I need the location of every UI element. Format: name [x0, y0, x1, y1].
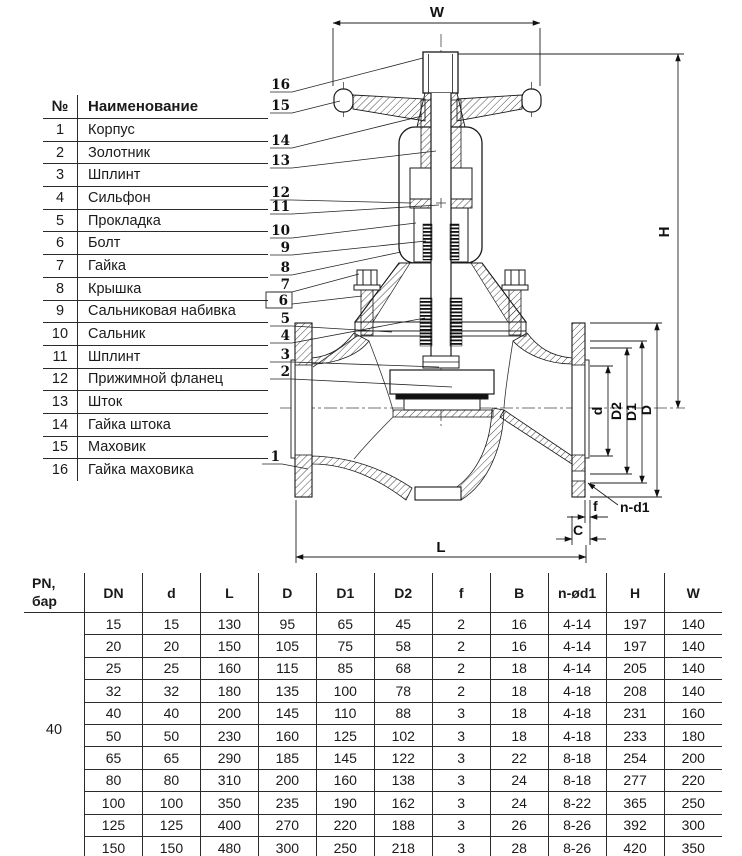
parts-row	[43, 164, 268, 187]
cell-h: 205	[606, 657, 664, 679]
cell-h: 365	[606, 792, 664, 814]
cell-d2: 162	[374, 792, 432, 814]
cell-l: 130	[200, 613, 258, 635]
stem-top	[423, 52, 458, 93]
callout-15: 15	[271, 98, 290, 114]
cell-d1: 110	[316, 702, 374, 724]
cell-nd1: 4-18	[548, 702, 606, 724]
cell-d: 125	[142, 814, 200, 836]
cell-f: 3	[432, 769, 490, 791]
cell-f: 3	[432, 836, 490, 856]
cell-w: 140	[664, 680, 722, 702]
part-name: Сильфон	[78, 187, 269, 210]
cell-nd1: 8-18	[548, 747, 606, 769]
cell-d: 100	[142, 792, 200, 814]
part-name: Прижимной фланец	[78, 368, 269, 391]
part-number: 5	[43, 209, 78, 232]
cell-d1: 65	[316, 613, 374, 635]
dim-label-d2: D2	[608, 402, 624, 420]
cell-w: 250	[664, 792, 722, 814]
parts-col-name-header: Наименование	[78, 95, 269, 119]
cell-d1: 160	[316, 769, 374, 791]
cell-f: 2	[432, 680, 490, 702]
flange-bolt-hole	[572, 481, 585, 497]
cell-dn: 150	[85, 836, 143, 856]
cell-h: 392	[606, 814, 664, 836]
part-number: 2	[43, 141, 78, 164]
part-name: Сальниковая набивка	[78, 300, 269, 323]
callout-8: 8	[280, 260, 290, 276]
dimensions-col-header: n-ød1	[548, 573, 606, 613]
cell-l: 480	[200, 836, 258, 856]
cell-d2: 58	[374, 635, 432, 657]
cell-d: 20	[142, 635, 200, 657]
pn-value: 40	[45, 722, 63, 738]
cell-f: 3	[432, 747, 490, 769]
cell-l: 180	[200, 680, 258, 702]
cell-l: 400	[200, 814, 258, 836]
parts-row	[43, 232, 268, 255]
parts-row	[43, 209, 268, 232]
part-number: 6	[43, 232, 78, 255]
cell-l: 160	[200, 657, 258, 679]
parts-row	[43, 413, 268, 436]
parts-row	[43, 300, 268, 323]
cell-big-d: 160	[258, 724, 316, 746]
cell-l: 230	[200, 724, 258, 746]
part-number: 4	[43, 187, 78, 210]
cell-l: 150	[200, 635, 258, 657]
cell-l: 350	[200, 792, 258, 814]
pn-column-header	[24, 573, 84, 613]
cell-w: 140	[664, 635, 722, 657]
cell-nd1: 4-14	[548, 657, 606, 679]
cell-d: 150	[142, 836, 200, 856]
dim-label-h: H	[656, 226, 673, 238]
dimensions-row	[85, 702, 723, 724]
cell-dn: 80	[85, 769, 143, 791]
cell-d2: 218	[374, 836, 432, 856]
dim-label-bolt-holes: n-d1	[620, 499, 650, 515]
dimensions-row	[85, 747, 723, 769]
cell-big-d: 270	[258, 814, 316, 836]
cell-w: 140	[664, 613, 722, 635]
cell-b: 18	[490, 680, 548, 702]
cell-big-d: 135	[258, 680, 316, 702]
cell-h: 231	[606, 702, 664, 724]
callout-11: 11	[271, 199, 290, 215]
part-number: 1	[43, 119, 78, 142]
cell-d: 15	[142, 613, 200, 635]
cell-d1: 125	[316, 724, 374, 746]
cell-d: 40	[142, 702, 200, 724]
callout-7: 7	[280, 277, 290, 293]
cell-dn: 25	[85, 657, 143, 679]
part-name: Крышка	[78, 277, 269, 300]
dimensions-col-header: DN	[85, 573, 143, 613]
dim-label-w: W	[429, 4, 445, 21]
cell-d: 65	[142, 747, 200, 769]
pn-header-line2: бар	[32, 592, 57, 609]
dimensions-row	[85, 836, 723, 856]
dim-label-big-d: D	[638, 404, 654, 416]
part-number: 7	[43, 255, 78, 278]
dim-label-f: f	[593, 498, 598, 514]
cell-nd1: 4-14	[548, 635, 606, 657]
cell-h: 420	[606, 836, 664, 856]
cell-h: 254	[606, 747, 664, 769]
cell-dn: 20	[85, 635, 143, 657]
dimensions-col-header: D	[258, 573, 316, 613]
part-name: Болт	[78, 232, 269, 255]
cell-l: 310	[200, 769, 258, 791]
part-name: Шплинт	[78, 164, 269, 187]
parts-row	[43, 187, 268, 210]
cell-w: 200	[664, 747, 722, 769]
cell-b: 22	[490, 747, 548, 769]
cell-b: 28	[490, 836, 548, 856]
cell-h: 197	[606, 635, 664, 657]
part-name: Гайка	[78, 255, 269, 278]
part-name: Шплинт	[78, 345, 269, 368]
cell-d1: 85	[316, 657, 374, 679]
cell-w: 140	[664, 657, 722, 679]
part-name: Шток	[78, 391, 269, 414]
dimensions-row	[85, 814, 723, 836]
cell-b: 16	[490, 635, 548, 657]
cell-d: 50	[142, 724, 200, 746]
dimensions-col-header: d	[142, 573, 200, 613]
callout-14: 14	[271, 133, 290, 149]
cell-h: 197	[606, 613, 664, 635]
part-name: Гайка маховика	[78, 459, 269, 481]
cell-nd1: 8-26	[548, 836, 606, 856]
parts-col-number-header: №	[43, 95, 78, 119]
cell-big-d: 95	[258, 613, 316, 635]
dimensions-table	[84, 573, 722, 856]
parts-row	[43, 368, 268, 391]
cell-dn: 125	[85, 814, 143, 836]
cell-d: 25	[142, 657, 200, 679]
cell-big-d: 145	[258, 702, 316, 724]
cell-d: 32	[142, 680, 200, 702]
dimensions-row	[85, 769, 723, 791]
cell-d2: 188	[374, 814, 432, 836]
cell-f: 3	[432, 724, 490, 746]
dimensions-col-header: D1	[316, 573, 374, 613]
cell-w: 220	[664, 769, 722, 791]
dimensions-row	[85, 680, 723, 702]
part-number: 14	[43, 413, 78, 436]
cell-w: 180	[664, 724, 722, 746]
cell-w: 350	[664, 836, 722, 856]
cell-dn: 100	[85, 792, 143, 814]
flange-left	[291, 323, 312, 497]
callout-6: 6	[278, 293, 288, 309]
cell-d1: 190	[316, 792, 374, 814]
cell-dn: 32	[85, 680, 143, 702]
parts-row	[43, 459, 268, 481]
cell-b: 16	[490, 613, 548, 635]
cell-f: 2	[432, 657, 490, 679]
cell-big-d: 105	[258, 635, 316, 657]
cell-h: 233	[606, 724, 664, 746]
callout-10: 10	[271, 223, 290, 239]
cell-d2: 122	[374, 747, 432, 769]
dimensions-row	[85, 724, 723, 746]
cell-w: 300	[664, 814, 722, 836]
cell-nd1: 8-22	[548, 792, 606, 814]
cell-d1: 250	[316, 836, 374, 856]
part-number: 9	[43, 300, 78, 323]
parts-row	[43, 391, 268, 414]
callout-16: 16	[271, 77, 290, 93]
part-name: Прокладка	[78, 209, 269, 232]
dimensions-col-header: f	[432, 573, 490, 613]
cell-b: 18	[490, 702, 548, 724]
stem-nut	[421, 100, 431, 168]
cell-h: 277	[606, 769, 664, 791]
dimensions-row	[85, 657, 723, 679]
parts-list-table	[43, 95, 268, 481]
part-number: 13	[43, 391, 78, 414]
parts-row	[43, 436, 268, 459]
dimensions-col-header: L	[200, 573, 258, 613]
cell-big-d: 235	[258, 792, 316, 814]
part-name: Сальник	[78, 323, 269, 346]
cell-dn: 50	[85, 724, 143, 746]
disc	[390, 356, 494, 410]
cell-f: 3	[432, 702, 490, 724]
cell-dn: 65	[85, 747, 143, 769]
dimensions-col-header: B	[490, 573, 548, 613]
dim-label-d1: D1	[623, 403, 639, 421]
cell-d2: 45	[374, 613, 432, 635]
part-number: 15	[43, 436, 78, 459]
dimensions-col-header: H	[606, 573, 664, 613]
cell-d1: 220	[316, 814, 374, 836]
dim-label-l: L	[436, 539, 446, 556]
cell-nd1: 8-26	[548, 814, 606, 836]
cell-big-d: 200	[258, 769, 316, 791]
dim-label-c: C	[572, 522, 584, 538]
body-foot	[415, 487, 461, 500]
cell-h: 208	[606, 680, 664, 702]
dimensions-col-header: W	[664, 573, 722, 613]
parts-row	[43, 119, 268, 142]
cell-big-d: 300	[258, 836, 316, 856]
cell-d2: 102	[374, 724, 432, 746]
cell-d2: 68	[374, 657, 432, 679]
cell-nd1: 4-14	[548, 613, 606, 635]
cell-nd1: 8-18	[548, 769, 606, 791]
part-name: Гайка штока	[78, 413, 269, 436]
cell-b: 24	[490, 792, 548, 814]
cell-l: 290	[200, 747, 258, 769]
cell-big-d: 115	[258, 657, 316, 679]
callout-3: 3	[280, 347, 290, 363]
disc-gasket	[396, 394, 488, 399]
callout-1: 1	[270, 449, 280, 465]
cell-d1: 100	[316, 680, 374, 702]
callout-4: 4	[280, 328, 290, 344]
cell-nd1: 4-18	[548, 724, 606, 746]
parts-row	[43, 141, 268, 164]
parts-row	[43, 323, 268, 346]
callout-numbers	[271, 77, 290, 465]
part-number: 12	[43, 368, 78, 391]
parts-row	[43, 277, 268, 300]
cell-big-d: 185	[258, 747, 316, 769]
callout-12: 12	[271, 185, 290, 201]
cell-dn: 15	[85, 613, 143, 635]
cell-d1: 145	[316, 747, 374, 769]
callout-9: 9	[280, 240, 290, 256]
part-number: 10	[43, 323, 78, 346]
cell-w: 160	[664, 702, 722, 724]
parts-row	[43, 345, 268, 368]
cell-f: 2	[432, 635, 490, 657]
part-name: Золотник	[78, 141, 269, 164]
cell-f: 2	[432, 613, 490, 635]
cell-d2: 78	[374, 680, 432, 702]
callout-13: 13	[271, 153, 290, 169]
cell-b: 18	[490, 724, 548, 746]
cell-b: 24	[490, 769, 548, 791]
parts-row	[43, 255, 268, 278]
flange-right	[572, 323, 589, 497]
dimensions-header-row	[85, 573, 723, 613]
cell-dn: 40	[85, 702, 143, 724]
cell-b: 18	[490, 657, 548, 679]
cell-l: 200	[200, 702, 258, 724]
cell-f: 3	[432, 814, 490, 836]
dimensions-col-header: D2	[374, 573, 432, 613]
cell-d1: 75	[316, 635, 374, 657]
part-name: Маховик	[78, 436, 269, 459]
cell-d2: 88	[374, 702, 432, 724]
pn-header-line1: PN,	[32, 575, 56, 591]
callout-5: 5	[280, 311, 290, 327]
dim-label-d: d	[589, 406, 605, 416]
callout-2: 2	[280, 364, 290, 380]
cell-d: 80	[142, 769, 200, 791]
cell-d2: 138	[374, 769, 432, 791]
part-name: Корпус	[78, 119, 269, 142]
part-number: 16	[51, 462, 69, 479]
part-number: 3	[43, 164, 78, 187]
valve-technical-drawing	[260, 0, 742, 570]
part-number: 8	[43, 277, 78, 300]
dimensions-row	[85, 635, 723, 657]
cell-f: 3	[432, 792, 490, 814]
cell-b: 26	[490, 814, 548, 836]
part-number: 11	[43, 345, 78, 368]
dimensions-row	[85, 792, 723, 814]
cell-nd1: 4-18	[548, 680, 606, 702]
dimensions-row	[85, 613, 723, 635]
parts-header-row	[43, 95, 268, 119]
